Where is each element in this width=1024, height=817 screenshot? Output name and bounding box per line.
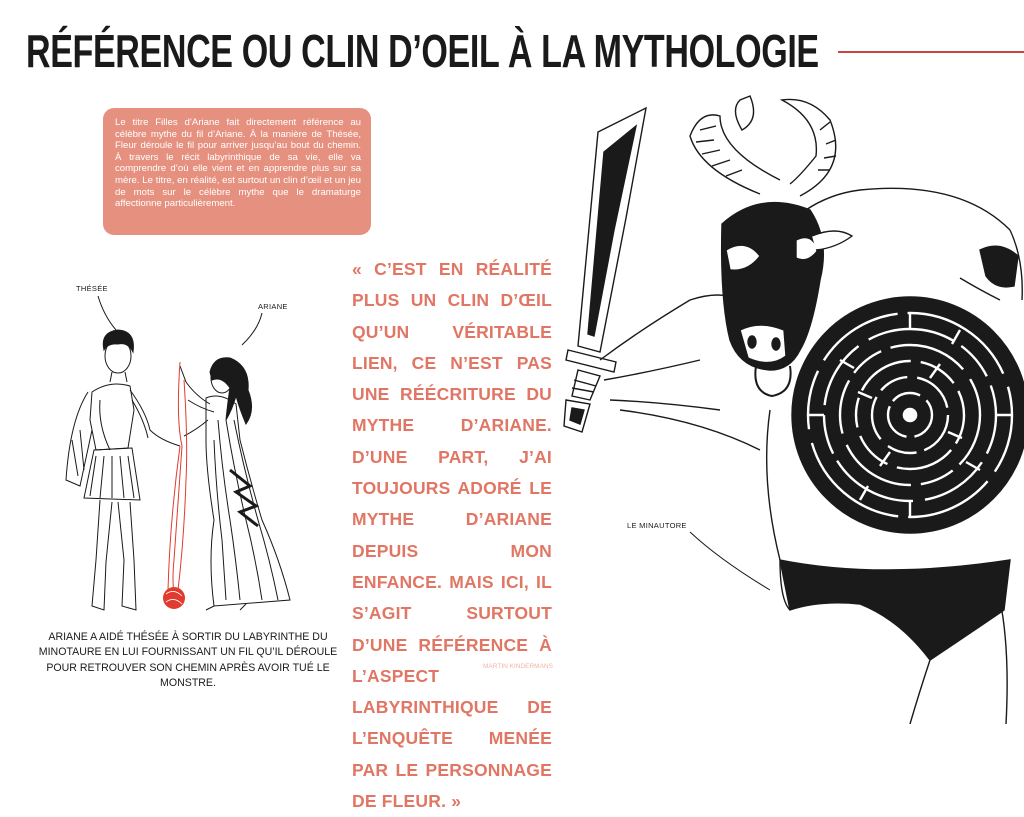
pull-quote: « C’EST EN RÉALITÉ PLUS UN CLIN D’ŒIL QU’UN VÉRITABLE LIEN, CE N’EST PAS UNE RÉÉCRITURE DU MYTHE D’ARIANE. D’UNE PART, J’AI TOUJOURS ADORÉ LE MYTHE D’ARIANE DEPUIS MON ENFANCE. MAIS ICI, IL S’AGIT SURTOUT D’UNE RÉFÉRENCE À L’ASPECT LABYRINTHIQUE DE L’ENQUÊTE MENÉE PAR LE PERSONNAGE DE FLEUR. » <box>352 259 552 812</box>
label-thesee: THÉSÉE <box>76 284 108 293</box>
illustrator-credit: MARTIN KINDERMANS <box>483 663 553 670</box>
label-minotaure: LE MINAUTORE <box>627 521 687 530</box>
label-ariane: ARIANE <box>258 302 288 311</box>
page-title: RÉFÉRENCE OU CLIN D’OEIL À LA MYTHOLOGIE <box>26 25 819 77</box>
illustration-caption: ARIANE A AIDÉ THÉSÉE À SORTIR DU LABYRINTHE DU MINOTAURE EN LUI FOURNISSANT UN FIL QU’IL DÉROULE POUR RETROUVER SON CHEMIN APRÈS AVOIR TUÉ LE MONSTRE. <box>38 631 338 689</box>
intro-text: Le titre Filles d’Ariane fait directement référence au célèbre mythe du fil d’Ariane. À la manière de Thésée, Fleur déroule le fil pour arriver jusqu’au bout du chemin. À travers le récit labyrinthique de sa vie, elle va comprendre d’où elle vient et en apprendre plus sur sa mère. Le titre, en réalité, est surtout un clin d’œil et un jeu de mots sur le célèbre mythe que le dramaturge affectionne particulièrement. <box>115 117 361 210</box>
